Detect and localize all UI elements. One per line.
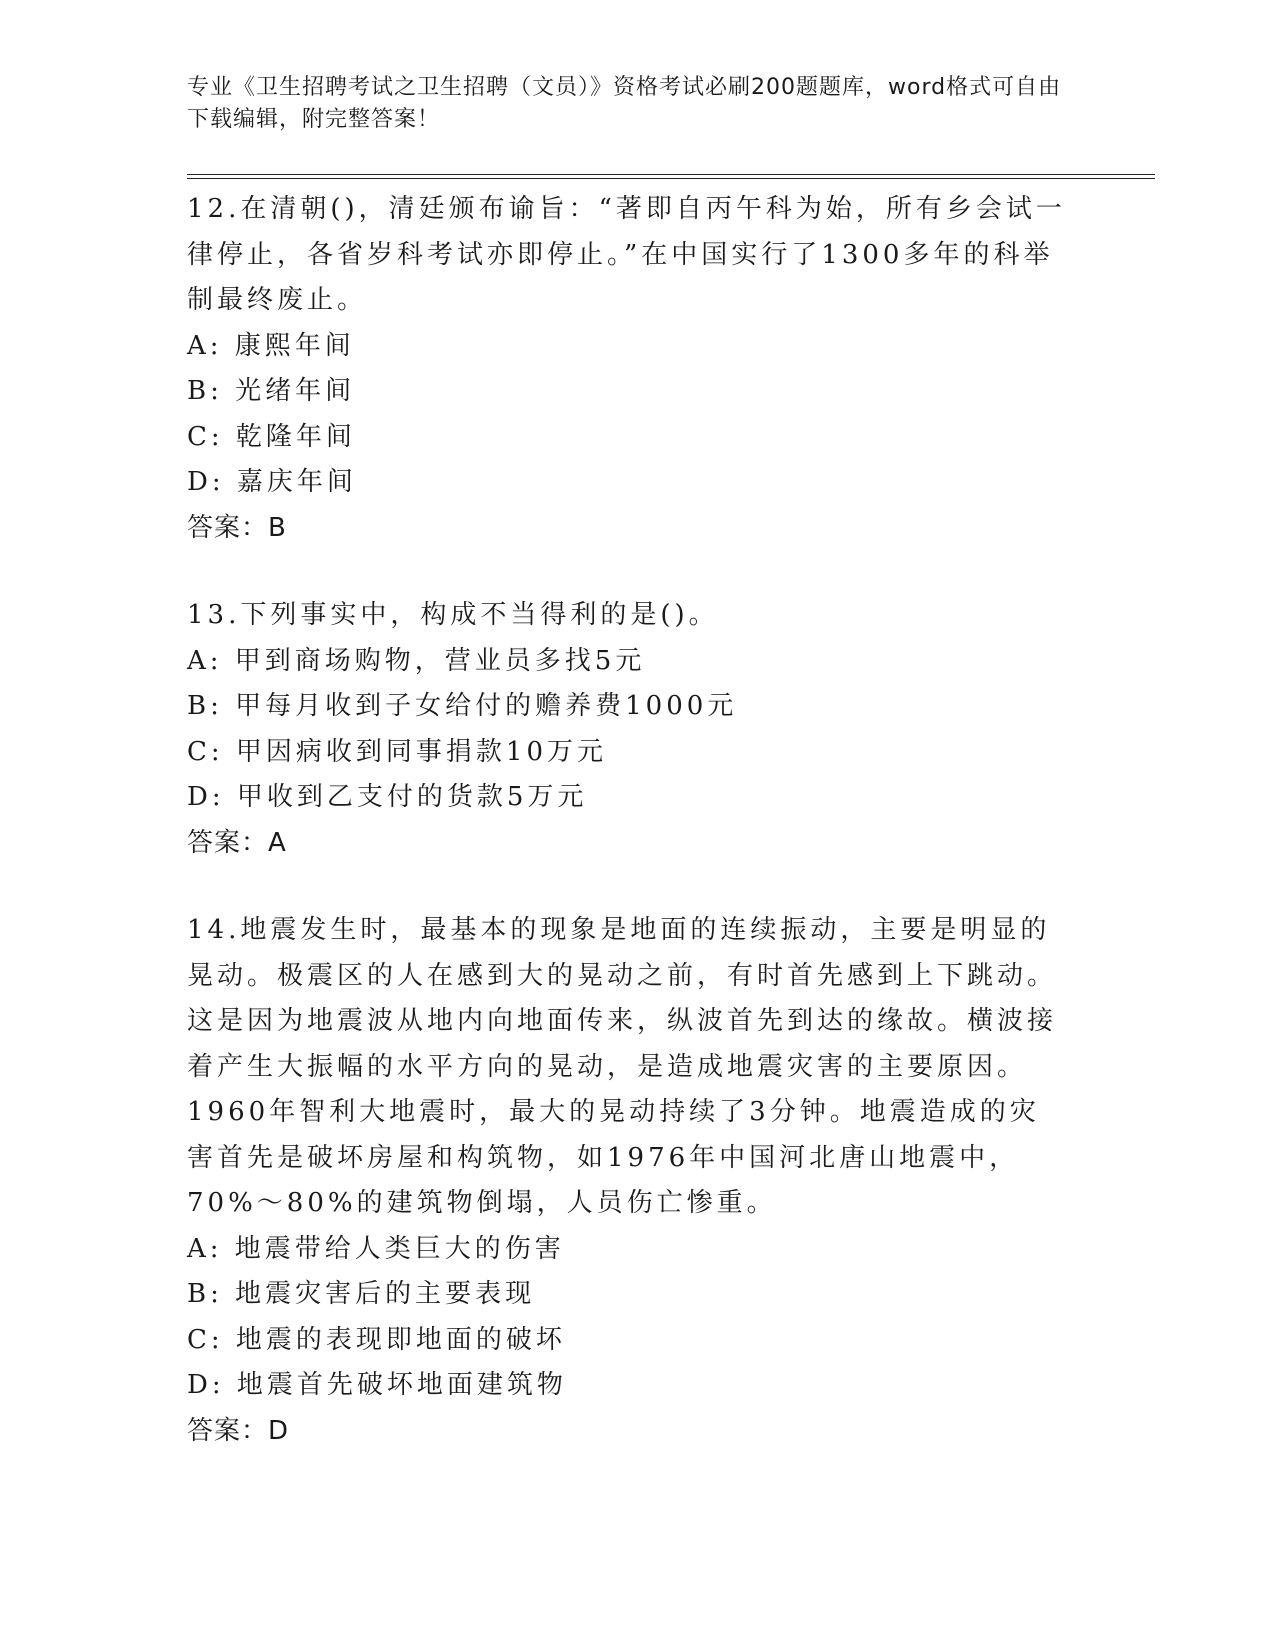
option-a: A: 甲到商场购物，营业员多找5元: [187, 645, 646, 676]
option-d: D: 嘉庆年间: [187, 467, 357, 497]
option-d: D: 地震首先破坏地面建筑物: [187, 1370, 567, 1400]
option-a: A: 康熙年间: [187, 330, 355, 361]
option-c: C: 乾隆年间: [187, 421, 356, 452]
answer-line: 答案：A: [187, 827, 287, 858]
option-a: A: 地震带给人类巨大的伤害: [187, 1233, 565, 1264]
answer-line: 答案：D: [187, 1415, 290, 1446]
question-stem: 13.下列事实中，构成不当得利的是()。: [187, 600, 719, 630]
option-d: D: 甲收到乙支付的货款5万元: [187, 782, 588, 812]
question-block: [187, 593, 1067, 866]
header-divider: [187, 174, 1155, 179]
question-block: [187, 908, 1067, 1454]
option-c: C: 甲因病收到同事捐款10万元: [187, 736, 608, 767]
option-b: B: 地震灾害后的主要表现: [187, 1279, 536, 1309]
document-header: 专业《卫生招聘考试之卫生招聘（文员）》资格考试必刷200题题库，word格式可自由下载编辑，附完整答案！: [187, 75, 1062, 132]
option-b: B: 光绪年间: [187, 376, 356, 406]
question-stem: 14.地震发生时，最基本的现象是地面的连续振动，主要是明显的晃动。极震区的人在感到大的晃动之前，有时首先感到上下跳动。这是因为地震波从地内向地面传来，纵波首先到达的缘故。横波接着产生大振幅的水平方向的晃动，是造成地震灾害的主要原因。1960年智利大地震时，最大的晃动持续了3分钟。地震造成的灾害首先是破坏房屋和构筑物，如1976年中国河北唐山地震中，70%～80%的建筑物倒塌，人员伤亡惨重。: [187, 915, 1058, 1218]
option-c: C: 地震的表现即地面的破坏: [187, 1324, 566, 1355]
question-block: [187, 187, 1067, 551]
document-page: [187, 72, 1157, 1454]
option-b: B: 甲每月收到子女给付的赡养费1000元: [187, 691, 738, 721]
question-stem: 12.在清朝()，清廷颁布谕旨：“著即自丙午科为始，所有乡会试一律停止，各省岁科考试亦即停止。”在中国实行了1300多年的科举制最终废止。: [187, 194, 1066, 315]
answer-line: 答案：B: [187, 512, 287, 543]
